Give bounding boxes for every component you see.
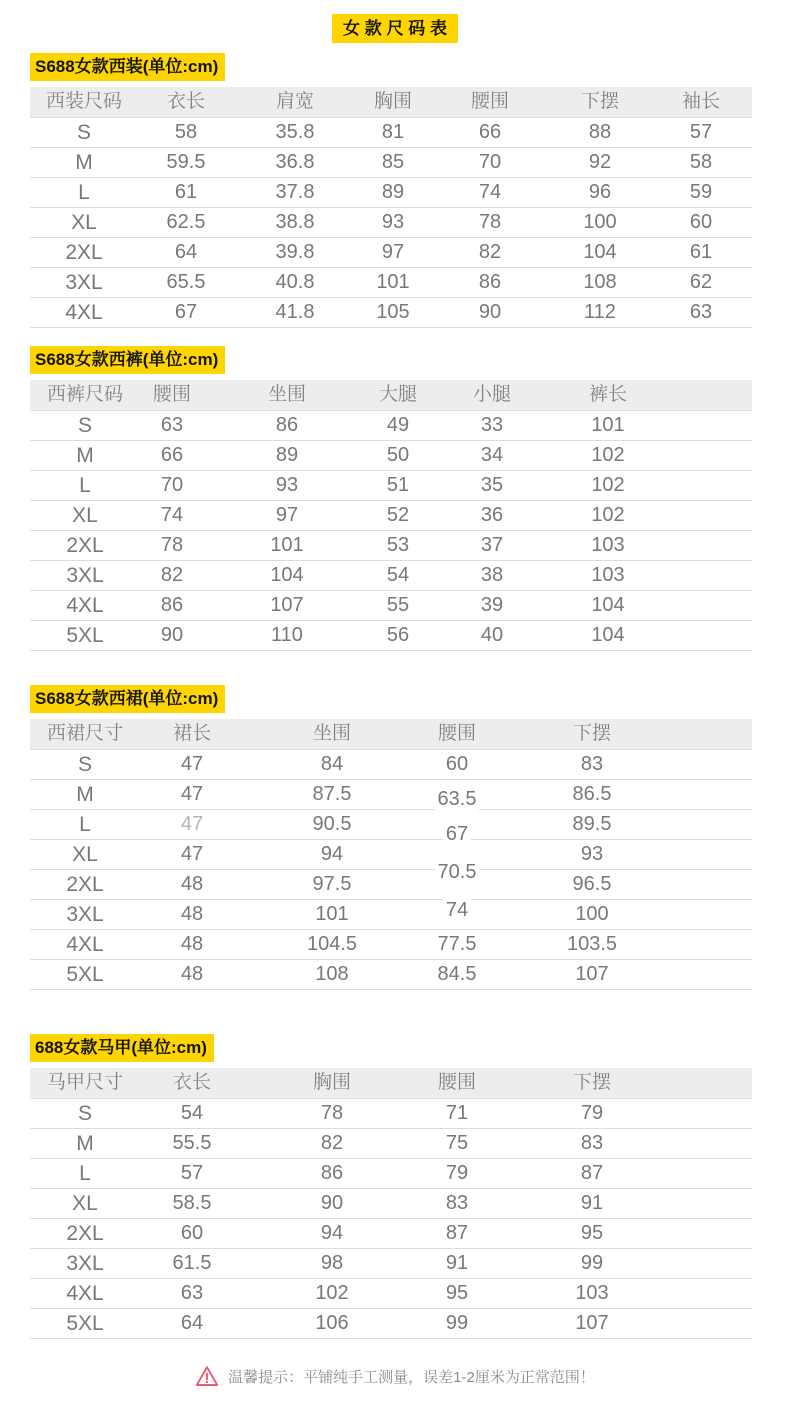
measure-value: 89.5 — [572, 813, 612, 835]
table-row — [30, 501, 752, 531]
measure-value: 110 — [271, 624, 303, 646]
table-header-row — [30, 719, 752, 750]
column-header: 西裤尺码 — [46, 384, 123, 405]
title-row — [30, 14, 760, 43]
measurement-note — [30, 1365, 760, 1387]
measure-value: 47 — [180, 843, 204, 865]
measure-value: 93 — [275, 474, 299, 496]
table-label: S688女款西装(单位:cm) — [30, 53, 225, 81]
size-label: 3XL — [66, 1251, 104, 1275]
table-row — [30, 1159, 752, 1189]
measure-value: 94 — [320, 843, 344, 865]
measure-value: 86 — [478, 271, 502, 293]
size-label: 2XL — [66, 1221, 104, 1245]
measure-value: 41.8 — [275, 301, 315, 323]
table-row — [30, 780, 752, 810]
measure-value: 86 — [160, 594, 184, 616]
measure-value: 91 — [580, 1192, 604, 1214]
measure-value: 103 — [591, 534, 625, 556]
column-header: 坐围 — [267, 384, 306, 405]
measure-value: 48 — [180, 873, 204, 895]
measure-value: 52 — [386, 504, 410, 526]
table-row — [30, 900, 752, 930]
table-row — [30, 1099, 752, 1129]
table-row — [30, 1309, 752, 1339]
measure-value: 61 — [689, 241, 713, 263]
column-header: 裤长 — [588, 384, 627, 405]
measure-value: 100 — [575, 903, 609, 925]
measure-value: 99 — [445, 1312, 469, 1334]
column-header: 下摆 — [572, 723, 611, 744]
measure-value: 86 — [320, 1162, 344, 1184]
measure-value: 37 — [480, 534, 504, 556]
size-label: 3XL — [66, 563, 104, 587]
table-row — [30, 621, 752, 651]
table-row — [30, 1189, 752, 1219]
measure-value: 70 — [160, 474, 184, 496]
column-header: 袖长 — [681, 91, 720, 112]
measure-value: 77.5 — [437, 933, 477, 955]
size-label: L — [78, 180, 90, 204]
measure-value: 66 — [160, 444, 184, 466]
table-row — [30, 1219, 752, 1249]
measure-value: 35 — [480, 474, 504, 496]
measure-value: 92 — [588, 151, 612, 173]
measure-value: 102 — [591, 444, 625, 466]
measure-value: 82 — [478, 241, 502, 263]
measure-value: 38.8 — [275, 211, 315, 233]
size-label: L — [79, 473, 91, 497]
measure-value: 60 — [180, 1222, 204, 1244]
column-header: 腰围 — [470, 91, 509, 112]
column-header: 马甲尺寸 — [46, 1072, 123, 1093]
measure-value: 66 — [478, 121, 502, 143]
table-row — [30, 840, 752, 883]
measure-value: 90.5 — [312, 813, 352, 835]
measure-value: 100 — [583, 211, 617, 233]
column-header: 腰围 — [437, 1072, 476, 1093]
measure-value: 56 — [386, 624, 410, 646]
table-header-row — [30, 380, 752, 411]
measure-value: 108 — [583, 271, 617, 293]
measure-value: 96.5 — [572, 873, 612, 895]
measure-value: 102 — [315, 1282, 349, 1304]
tables-container — [30, 53, 760, 1339]
table-label: S688女款西裙(单位:cm) — [30, 685, 225, 713]
measure-value: 36.8 — [275, 151, 315, 173]
measure-value: 78 — [320, 1102, 344, 1124]
column-header: 腰围 — [152, 384, 191, 405]
column-header: 下摆 — [572, 1072, 611, 1093]
measure-value: 58 — [174, 121, 198, 143]
table-row — [30, 591, 752, 621]
table-row — [30, 471, 752, 501]
size-table-section-3 — [30, 685, 760, 990]
measure-value: 104 — [270, 564, 304, 586]
column-header: 衣长 — [172, 1072, 211, 1093]
measure-value: 90 — [160, 624, 184, 646]
table-row — [30, 960, 752, 990]
size-label: M — [76, 443, 94, 467]
measure-value: 70.5 — [420, 843, 494, 866]
table-label: 688女款马甲(单位:cm) — [30, 1034, 214, 1062]
measure-value: 54 — [180, 1102, 204, 1124]
measure-value: 93 — [381, 211, 405, 233]
measure-value: 63.5 — [420, 783, 494, 806]
size-table — [30, 380, 752, 651]
measure-value: 86 — [275, 414, 299, 436]
measure-value: 101 — [270, 534, 304, 556]
measure-value: 74 — [160, 504, 184, 526]
measure-value: 48 — [180, 903, 204, 925]
size-label: 3XL — [65, 270, 103, 294]
size-table-section-4 — [30, 1034, 760, 1339]
measure-value: 34 — [480, 444, 504, 466]
measure-value: 60 — [689, 211, 713, 233]
size-table-section-2 — [30, 346, 760, 651]
measure-value: 63 — [160, 414, 184, 436]
table-row — [30, 208, 752, 238]
measure-value: 55.5 — [172, 1132, 212, 1154]
warning-triangle-icon — [195, 1365, 219, 1387]
size-label: 3XL — [66, 902, 104, 926]
measure-value: 61 — [174, 181, 198, 203]
size-label: S — [77, 752, 92, 776]
measure-value: 62 — [689, 271, 713, 293]
measure-value: 112 — [584, 301, 616, 323]
measure-value: 84 — [320, 753, 344, 775]
measure-value: 104.5 — [306, 933, 358, 955]
table-row — [30, 1279, 752, 1309]
table-row — [30, 148, 752, 178]
column-header: 胸围 — [373, 91, 412, 112]
measure-value: 86.5 — [572, 783, 612, 805]
measure-value: 83 — [445, 1192, 469, 1214]
measure-value: 39.8 — [275, 241, 315, 263]
measure-value: 33 — [480, 414, 504, 436]
table-row — [30, 411, 752, 441]
measure-value: 59.5 — [166, 151, 206, 173]
measure-value: 39 — [480, 594, 504, 616]
column-header: 西裙尺寸 — [46, 723, 123, 744]
measure-value: 95 — [580, 1222, 604, 1244]
measure-value: 87 — [580, 1162, 604, 1184]
measure-value: 37.8 — [275, 181, 315, 203]
measure-value: 79 — [580, 1102, 604, 1124]
measure-value: 40 — [480, 624, 504, 646]
measure-value: 95 — [445, 1282, 469, 1304]
note-text: 温馨提示：平铺纯手工测量，误差1-2厘米为正常范围！ — [228, 1368, 595, 1386]
measure-value: 40.8 — [275, 271, 315, 293]
size-label: 5XL — [66, 962, 104, 986]
measure-value: 89 — [275, 444, 299, 466]
measure-value: 62.5 — [166, 211, 206, 233]
measure-value: 101 — [315, 903, 349, 925]
measure-value: 88 — [588, 121, 612, 143]
size-label: L — [79, 812, 91, 836]
table-row — [30, 930, 752, 960]
table-row — [30, 870, 752, 900]
measure-value: 99 — [580, 1252, 604, 1274]
size-label: 4XL — [66, 932, 104, 956]
size-label: 2XL — [66, 872, 104, 896]
table-row — [30, 810, 752, 845]
measure-value: 74 — [478, 181, 502, 203]
measure-value: 98 — [320, 1252, 344, 1274]
size-table-section-1 — [30, 53, 760, 328]
measure-value: 97 — [275, 504, 299, 526]
table-row — [30, 238, 752, 268]
column-header: 腰围 — [437, 723, 476, 744]
measure-value: 107 — [270, 594, 304, 616]
column-header: 下摆 — [580, 91, 619, 112]
measure-value: 67 — [420, 813, 494, 836]
size-label: M — [75, 150, 93, 174]
measure-value: 78 — [160, 534, 184, 556]
measure-value: 57 — [689, 121, 713, 143]
column-header: 小腿 — [472, 384, 511, 405]
size-label: XL — [71, 210, 97, 234]
measure-value: 67 — [174, 301, 198, 323]
measure-value: 60 — [445, 753, 469, 775]
measure-value: 38 — [480, 564, 504, 586]
measure-value: 50 — [386, 444, 410, 466]
measure-value: 104 — [591, 624, 625, 646]
measure-value: 91 — [445, 1252, 469, 1274]
measure-value: 97.5 — [312, 873, 352, 895]
measure-value: 57 — [180, 1162, 204, 1184]
measure-value: 87.5 — [312, 783, 352, 805]
page-title: 女 款 尺 码 表 — [332, 14, 458, 43]
measure-value: 64 — [174, 241, 198, 263]
size-label: L — [79, 1161, 91, 1185]
measure-value: 90 — [320, 1192, 344, 1214]
measure-value: 75 — [445, 1132, 469, 1154]
column-header: 西装尺码 — [45, 91, 122, 112]
measure-value: 78 — [478, 211, 502, 233]
measure-value: 102 — [591, 474, 625, 496]
column-header: 肩宽 — [275, 91, 314, 112]
measure-value: 107 — [575, 1312, 609, 1334]
table-row — [30, 1129, 752, 1159]
measure-value: 47 — [180, 753, 204, 775]
measure-value: 85 — [381, 151, 405, 173]
column-header: 衣长 — [166, 91, 205, 112]
table-header-row — [30, 87, 752, 118]
size-label: XL — [72, 842, 98, 866]
measure-value: 101 — [591, 414, 625, 436]
measure-value: 48 — [180, 963, 204, 985]
measure-value: 51 — [386, 474, 410, 496]
size-label: 2XL — [66, 533, 104, 557]
column-header: 大腿 — [378, 384, 417, 405]
table-header-row — [30, 1068, 752, 1099]
table-row — [30, 750, 752, 780]
table-row — [30, 441, 752, 471]
size-label: 5XL — [66, 623, 104, 647]
size-label: 4XL — [66, 1281, 104, 1305]
measure-value: 48 — [180, 933, 204, 955]
measure-value: 101 — [376, 271, 410, 293]
measure-value: 53 — [386, 534, 410, 556]
measure-value: 104 — [583, 241, 617, 263]
size-label: M — [76, 1131, 94, 1155]
size-label: XL — [72, 503, 98, 527]
measure-value: 108 — [315, 963, 349, 985]
size-label: 2XL — [65, 240, 103, 264]
column-header: 胸围 — [312, 1072, 351, 1093]
measure-value: 102 — [591, 504, 625, 526]
measure-value: 87 — [445, 1222, 469, 1244]
measure-value: 103.5 — [566, 933, 618, 955]
size-table — [30, 87, 752, 328]
size-label: S — [77, 1101, 92, 1125]
table-label: S688女款西裤(单位:cm) — [30, 346, 225, 374]
measure-value: 96 — [588, 181, 612, 203]
measure-value: 55 — [386, 594, 410, 616]
measure-value: 63 — [689, 301, 713, 323]
size-label: XL — [72, 1191, 98, 1215]
size-label: M — [76, 782, 94, 806]
table-row — [30, 118, 752, 148]
measure-value: 84.5 — [437, 963, 477, 985]
size-label: S — [77, 413, 92, 437]
table-row — [30, 178, 752, 208]
measure-value: 82 — [320, 1132, 344, 1154]
measure-value: 47 — [180, 813, 204, 835]
table-row — [30, 531, 752, 561]
measure-value: 106 — [315, 1312, 349, 1334]
measure-value: 63 — [180, 1282, 204, 1304]
measure-value: 71 — [445, 1102, 469, 1124]
measure-value: 90 — [478, 301, 502, 323]
table-row — [30, 298, 752, 328]
measure-value: 79 — [445, 1162, 469, 1184]
measure-value: 74 — [420, 903, 494, 926]
measure-value: 93 — [580, 843, 604, 865]
measure-value: 58.5 — [172, 1192, 212, 1214]
measure-value: 83 — [580, 1132, 604, 1154]
column-header: 裙长 — [172, 723, 211, 744]
size-label: S — [76, 120, 91, 144]
measure-value: 54 — [386, 564, 410, 586]
measure-value: 103 — [591, 564, 625, 586]
size-label: 5XL — [66, 1311, 104, 1335]
measure-value: 89 — [381, 181, 405, 203]
measure-value: 83 — [580, 753, 604, 775]
measure-value: 104 — [591, 594, 625, 616]
table-row — [30, 561, 752, 591]
measure-value: 70 — [478, 151, 502, 173]
size-label: 4XL — [66, 593, 104, 617]
measure-value: 47 — [180, 783, 204, 805]
measure-value: 105 — [376, 301, 410, 323]
measure-value: 36 — [480, 504, 504, 526]
table-row — [30, 1249, 752, 1279]
column-header: 坐围 — [312, 723, 351, 744]
measure-value: 103 — [575, 1282, 609, 1304]
measure-value: 35.8 — [275, 121, 315, 143]
measure-value: 64 — [180, 1312, 204, 1334]
measure-value: 94 — [320, 1222, 344, 1244]
measure-value: 59 — [689, 181, 713, 203]
measure-value: 65.5 — [166, 271, 206, 293]
measure-value: 81 — [381, 121, 405, 143]
size-label: 4XL — [65, 300, 103, 324]
measure-value: 49 — [386, 414, 410, 436]
size-table — [30, 719, 752, 990]
size-table — [30, 1068, 752, 1339]
measure-value: 97 — [381, 241, 405, 263]
measure-value: 58 — [689, 151, 713, 173]
measure-value: 61.5 — [172, 1252, 212, 1274]
table-row — [30, 268, 752, 298]
measure-value: 82 — [160, 564, 184, 586]
measure-value: 107 — [575, 963, 609, 985]
